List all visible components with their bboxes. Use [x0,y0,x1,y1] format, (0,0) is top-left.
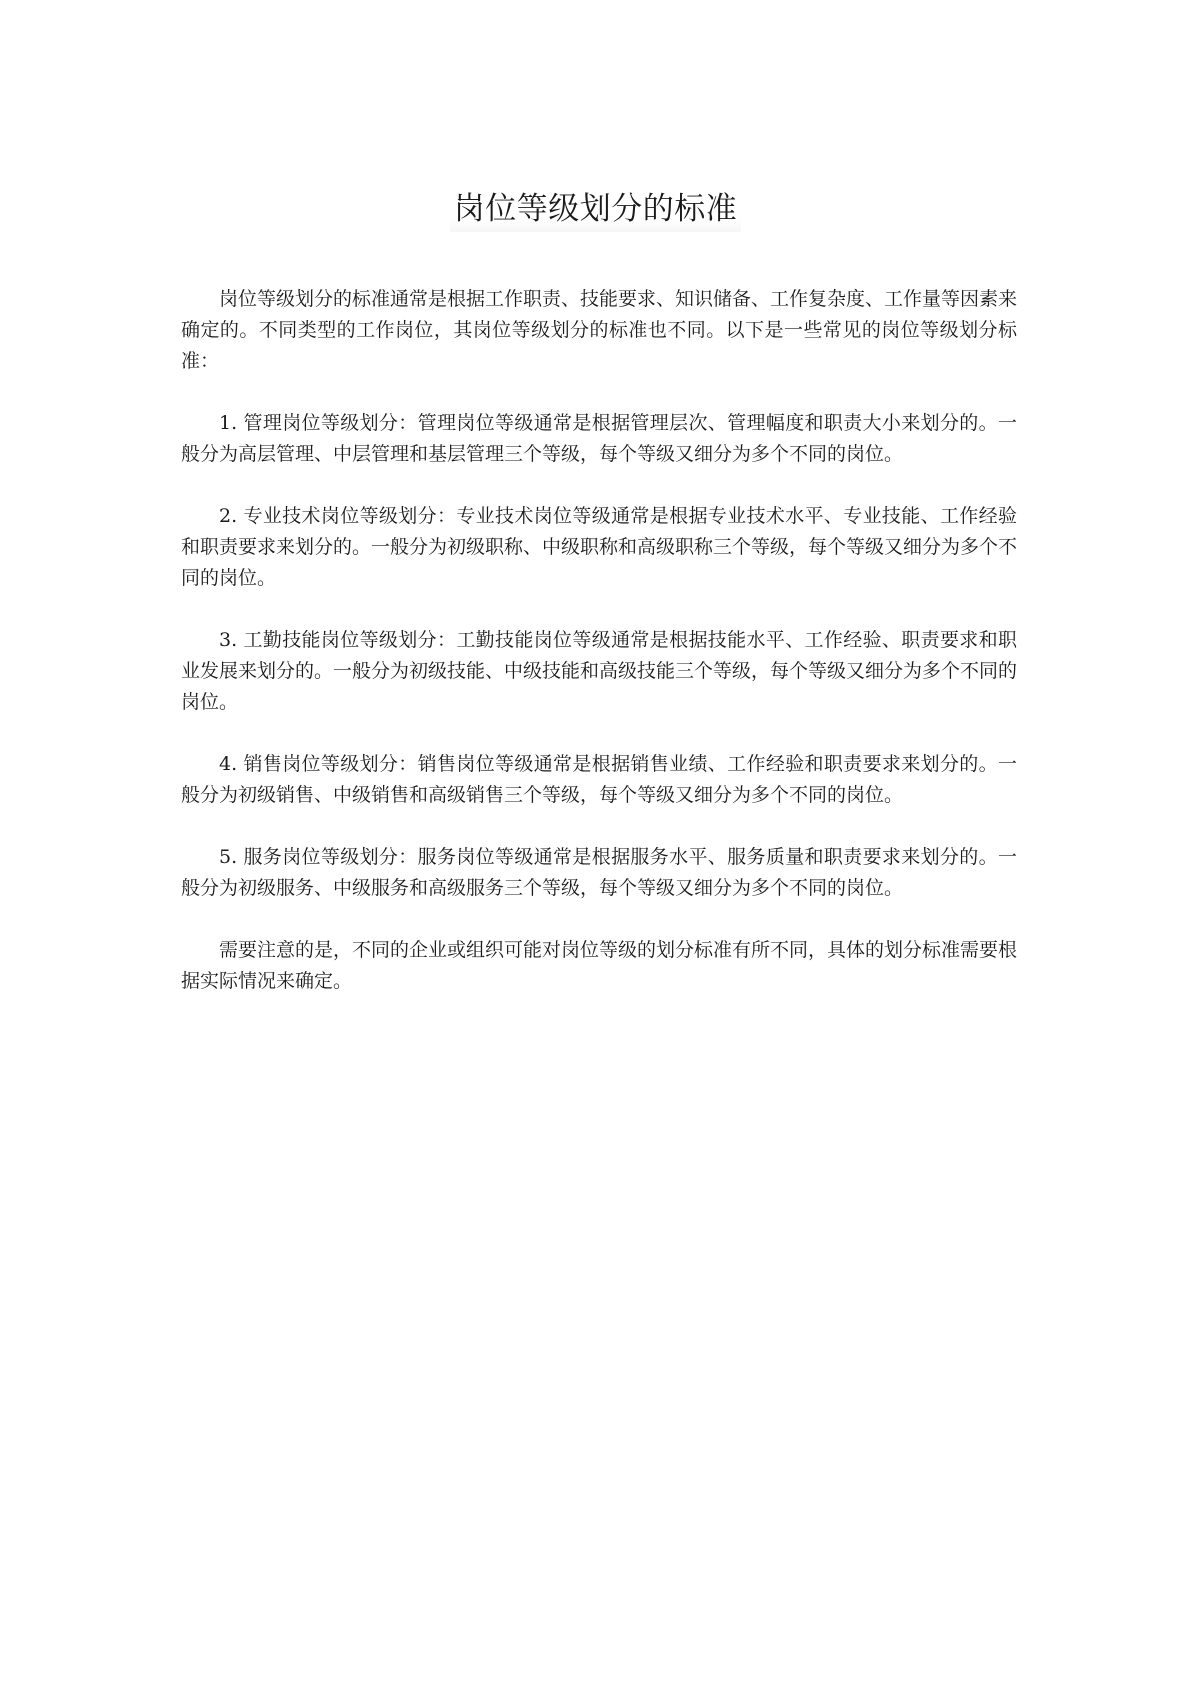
conclusion-paragraph: 需要注意的是，不同的企业或组织可能对岗位等级的划分标准有所不同，具体的划分标准需要根据实际情况来确定。 [181,939,1018,992]
service-level-paragraph: 5. 服务岗位等级划分：服务岗位等级通常是根据服务水平、服务质量和职责要求来划分的。一般分为初级服务、中级服务和高级服务三个等级，每个等级又细分为多个不同的岗位。 [181,846,1017,899]
intro-paragraph: 岗位等级划分的标准通常是根据工作职责、技能要求、知识储备、工作复杂度、工作量等因素来确定的。不同类型的工作岗位，其岗位等级划分的标准也不同。以下是一些常见的岗位等级划分标准： [181,288,1018,372]
sales-level-paragraph: 4. 销售岗位等级划分：销售岗位等级通常是根据销售业绩、工作经验和职责要求来划分的。一般分为初级销售、中级销售和高级销售三个等级，每个等级又细分为多个不同的岗位。 [181,753,1017,806]
technical-level-paragraph: 2. 专业技术岗位等级划分：专业技术岗位等级通常是根据专业技术水平、专业技能、工作经验和职责要求来划分的。一般分为初级职称、中级职称和高级职称三个等级，每个等级又细分为多个不同的岗位。 [181,505,1018,589]
skilled-worker-level-paragraph: 3. 工勤技能岗位等级划分：工勤技能岗位等级通常是根据技能水平、工作经验、职责要求和职业发展来划分的。一般分为初级技能、中级技能和高级技能三个等级，每个等级又细分为多个不同的岗位。 [181,629,1018,713]
management-level-paragraph: 1. 管理岗位等级划分：管理岗位等级通常是根据管理层次、管理幅度和职责大小来划分的。一般分为高层管理、中层管理和基层管理三个等级，每个等级又细分为多个不同的岗位。 [181,412,1017,465]
document-body [181,284,1017,1028]
title-container [0,186,1191,232]
document-title: 岗位等级划分的标准 [450,186,742,232]
